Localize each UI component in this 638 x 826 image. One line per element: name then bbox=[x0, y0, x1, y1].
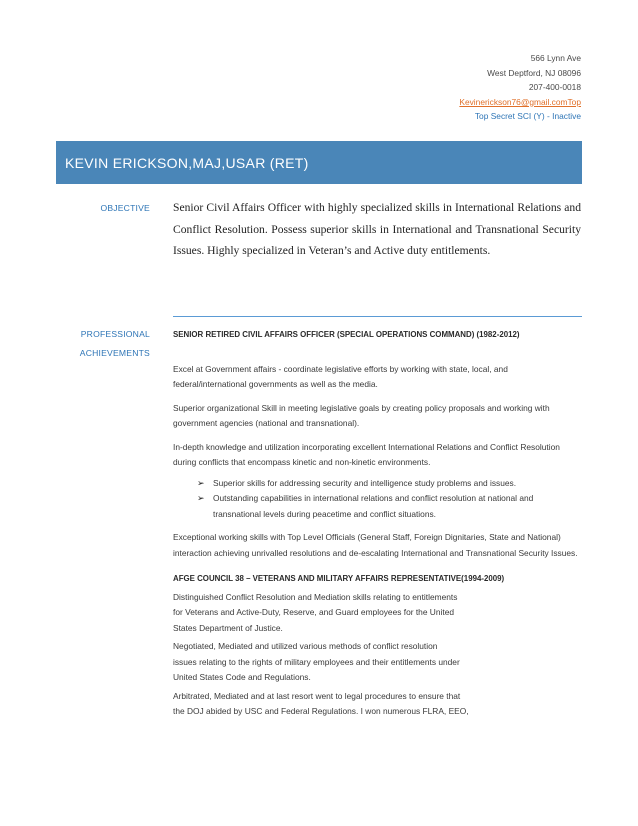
paragraph-top-level-officials: Exceptional working skills with Top Level Officials (General Staff, Foreign Dignitaries, State and National) interaction achieving unrivalled resolutions and de-escalating International and Transnational Security Issues. bbox=[173, 532, 578, 558]
role-title-afge: AFGE COUNCIL 38 – VETERANS AND MILITARY AFFAIRS REPRESENTATIVE(1994-2009) bbox=[173, 574, 505, 583]
name-banner bbox=[56, 141, 582, 184]
role-title-civil-affairs: SENIOR RETIRED CIVIL AFFAIRS OFFICER (SPECIAL OPERATIONS COMMAND) (1982-2012) bbox=[173, 330, 520, 339]
text-line: for Veterans and Active-Duty, Reserve, and Guard employees for the United bbox=[173, 607, 455, 617]
paragraph-negotiated bbox=[173, 639, 582, 686]
paragraph-conflict-resolution bbox=[173, 590, 582, 637]
paragraph-government-affairs: Excel at Government affairs - coordinate legislative efforts by working with state, local, and federal/international governments as well as the media. bbox=[173, 363, 508, 389]
achievements-label-line1: PROFESSIONAL bbox=[80, 329, 150, 339]
city-state-zip: West Deptford, NJ 08096 bbox=[487, 67, 581, 78]
arrow-bullet-icon: ➢ bbox=[197, 493, 205, 503]
email-link[interactable]: Kevinerickson76@gmail.comTop bbox=[459, 96, 581, 107]
achievements-label bbox=[40, 325, 150, 363]
text-line: United States Code and Regulations. bbox=[173, 672, 311, 682]
list-item bbox=[173, 491, 582, 522]
text-line: States Department of Justice. bbox=[173, 622, 283, 633]
achievements-content bbox=[173, 327, 582, 720]
objective-text: Senior Civil Affairs Officer with highly specialized skills in International Relations and Conflict Resolution. Possess superior skills in International and Transnational Security Issues. Highly specialized in Veteran’s and Active duty entitlements. bbox=[173, 201, 581, 257]
candidate-name: KEVIN ERICKSON,MAJ,USAR (RET) bbox=[65, 155, 309, 171]
paragraph-international-relations: In-depth knowledge and utilization incorporating excellent International Relations and Conflict Resolution during conflicts that encompass kinetic and non-kinetic environments. bbox=[173, 441, 560, 467]
skills-bullet-list bbox=[173, 476, 582, 523]
bullet-text: Superior skills for addressing security and intelligence study problems and issues. bbox=[213, 477, 517, 488]
section-divider bbox=[173, 316, 582, 317]
objective-label: OBJECTIVE bbox=[100, 203, 150, 213]
paragraph-organizational-skill: Superior organizational Skill in meeting legislative goals by creating policy proposals and working with government agencies (national and transnational). bbox=[173, 402, 550, 428]
achievements-label-line2: ACHIEVEMENTS bbox=[79, 348, 150, 358]
text-line: Arbitrated, Mediated and at last resort went to legal procedures to ensure that bbox=[173, 690, 461, 701]
text-line: issues relating to the rights of military employees and their entitlements under bbox=[173, 656, 460, 667]
list-item bbox=[173, 476, 582, 492]
street-address: 566 Lynn Ave bbox=[530, 53, 581, 63]
text-line: Negotiated, Mediated and utilized various methods of conflict resolution bbox=[173, 641, 438, 651]
arrow-bullet-icon: ➢ bbox=[197, 477, 205, 488]
contact-block bbox=[459, 51, 581, 124]
security-clearance: Top Secret SCI (Y) - Inactive bbox=[474, 111, 581, 122]
bullet-text: Outstanding capabilities in international relations and conflict resolution at national and transnational levels during peacetime and conflict situations. bbox=[213, 493, 534, 519]
phone-number: 207-400-0018 bbox=[528, 82, 581, 93]
paragraph-arbitrated bbox=[173, 689, 582, 720]
text-line: the DOJ abided by USC and Federal Regulations. I won numerous FLRA, EEO, bbox=[173, 706, 469, 716]
text-line: Distinguished Conflict Resolution and Mediation skills relating to entitlements bbox=[173, 591, 458, 602]
